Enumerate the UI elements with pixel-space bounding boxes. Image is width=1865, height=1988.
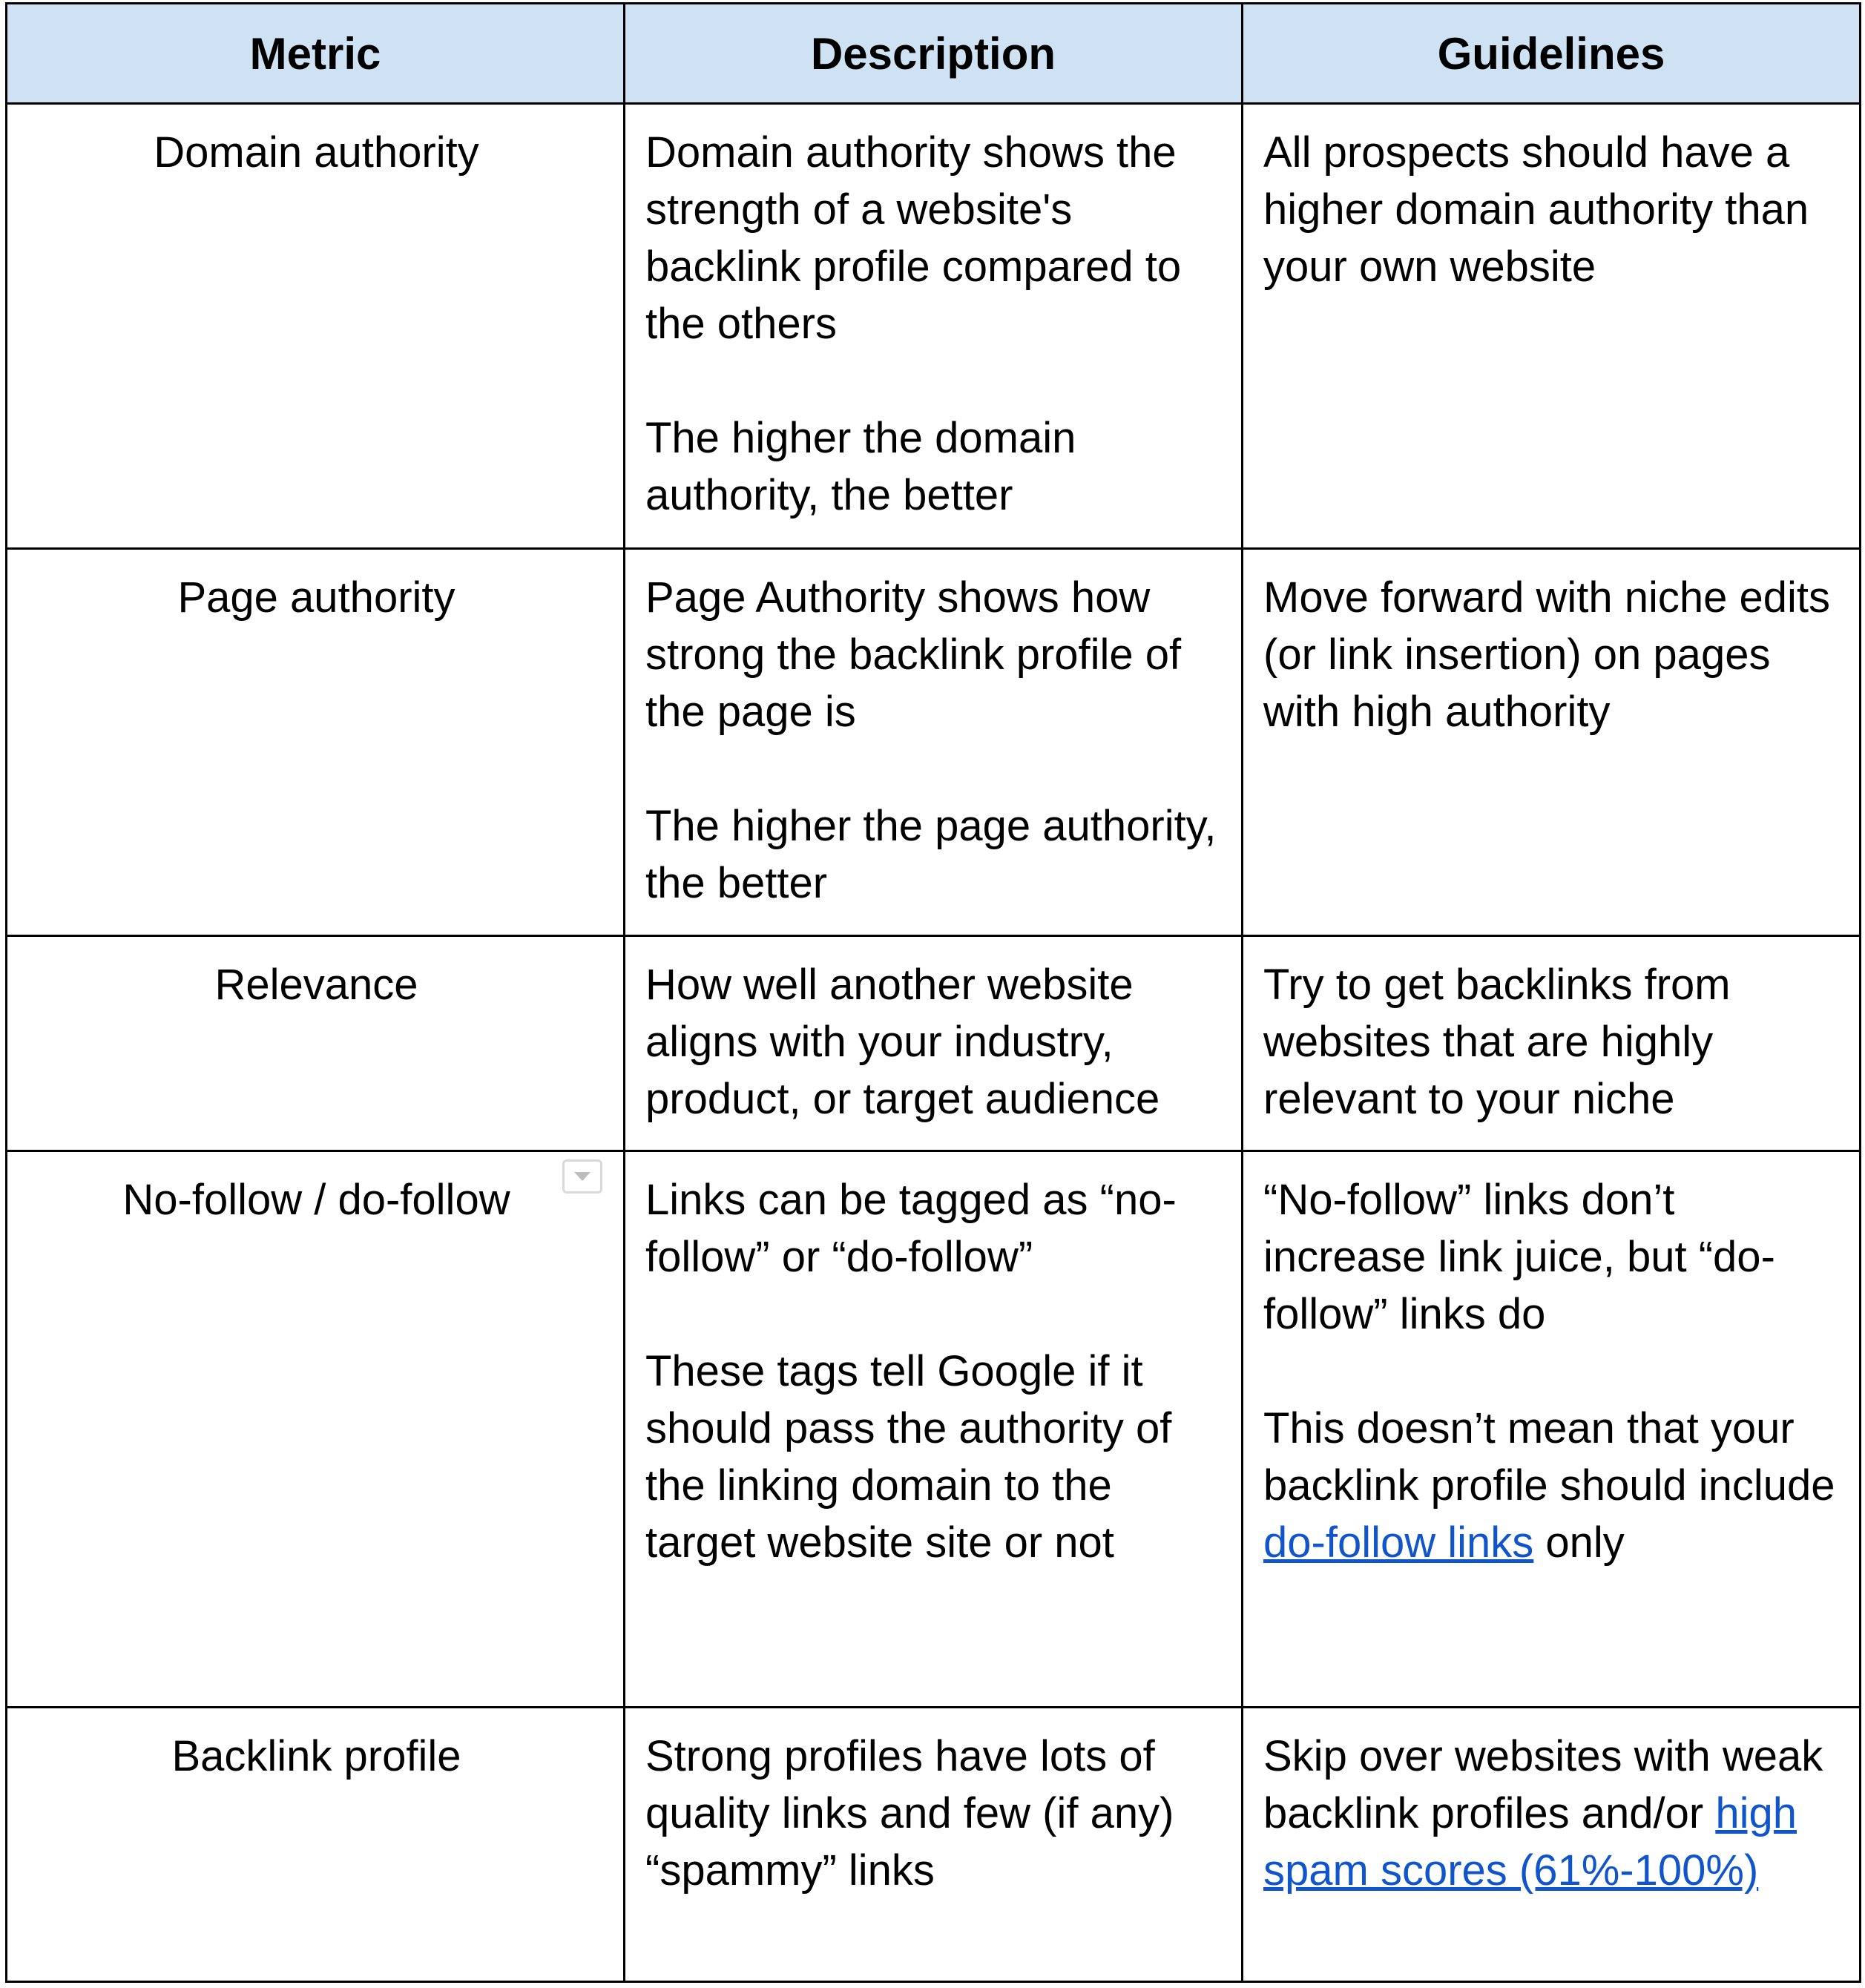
header-metric[interactable]: Metric xyxy=(7,4,625,104)
description-text: These tags tell Google if it should pass the authority of the linking domain to the target website site or not xyxy=(645,1347,1172,1567)
metric-cell[interactable]: Domain authority xyxy=(7,104,625,549)
table-row xyxy=(7,1708,1861,1982)
guidelines-cell[interactable] xyxy=(1243,1151,1861,1708)
header-guidelines[interactable]: Guidelines xyxy=(1243,4,1861,104)
guidelines-cell[interactable] xyxy=(1243,1708,1861,1982)
guidelines-cell[interactable] xyxy=(1243,936,1861,1151)
description-text: How well another website aligns with your industry, product, or target audience xyxy=(645,961,1160,1123)
description-text: Page Authority shows how strong the backlink profile of the page is xyxy=(645,573,1182,736)
description-text: Links can be tagged as “no-follow” or “do-follow” xyxy=(645,1176,1177,1281)
metric-cell[interactable]: Backlink profile xyxy=(7,1708,625,1982)
description-cell[interactable] xyxy=(625,104,1243,549)
metric-label: No-follow / do-follow xyxy=(122,1176,510,1224)
metric-cell[interactable]: Page authority xyxy=(7,549,625,936)
metric-cell[interactable] xyxy=(7,1151,625,1708)
chevron-down-icon[interactable] xyxy=(562,1159,602,1194)
guidelines-text: Move forward with niche edits (or link insertion) on pages with high authority xyxy=(1263,573,1830,736)
metric-cell[interactable]: Relevance xyxy=(7,936,625,1151)
do-follow-links-link[interactable]: do-follow links xyxy=(1263,1518,1534,1567)
guidelines-text-before: Skip over websites with weak backlink profiles and/or xyxy=(1263,1732,1823,1837)
description-cell[interactable] xyxy=(625,549,1243,936)
guidelines-cell[interactable] xyxy=(1243,104,1861,549)
guidelines-text: “No-follow” links don’t increase link juice, but “do-follow” links do xyxy=(1263,1176,1775,1338)
description-cell[interactable] xyxy=(625,1708,1243,1982)
guidelines-text xyxy=(1263,1400,1841,1571)
metrics-table xyxy=(5,2,1861,1983)
table-row xyxy=(7,104,1861,549)
description-text: The higher the domain authority, the better xyxy=(645,414,1076,519)
description-cell[interactable] xyxy=(625,936,1243,1151)
description-text: Strong profiles have lots of quality links and few (if any) “spammy” links xyxy=(645,1732,1174,1895)
description-text: Domain authority shows the strength of a website's backlink profile compared to the others xyxy=(645,128,1182,348)
table-row xyxy=(7,936,1861,1151)
guidelines-cell[interactable] xyxy=(1243,549,1861,936)
table-row xyxy=(7,1151,1861,1708)
guidelines-text: All prospects should have a higher domain authority than your own website xyxy=(1263,128,1809,291)
description-cell[interactable] xyxy=(625,1151,1243,1708)
guidelines-text: Try to get backlinks from websites that are highly relevant to your niche xyxy=(1263,961,1731,1123)
high-spam-scores-link[interactable]: high spam scores (61%-100%) xyxy=(1263,1789,1797,1895)
table-row xyxy=(7,549,1861,936)
header-row xyxy=(7,4,1861,104)
header-description[interactable]: Description xyxy=(625,4,1243,104)
guidelines-text-after: only xyxy=(1533,1518,1625,1567)
guidelines-text xyxy=(1263,1728,1841,1899)
description-text: The higher the page authority, the better xyxy=(645,802,1217,907)
guidelines-text-before: This doesn’t mean that your backlink profile should include xyxy=(1263,1404,1835,1510)
